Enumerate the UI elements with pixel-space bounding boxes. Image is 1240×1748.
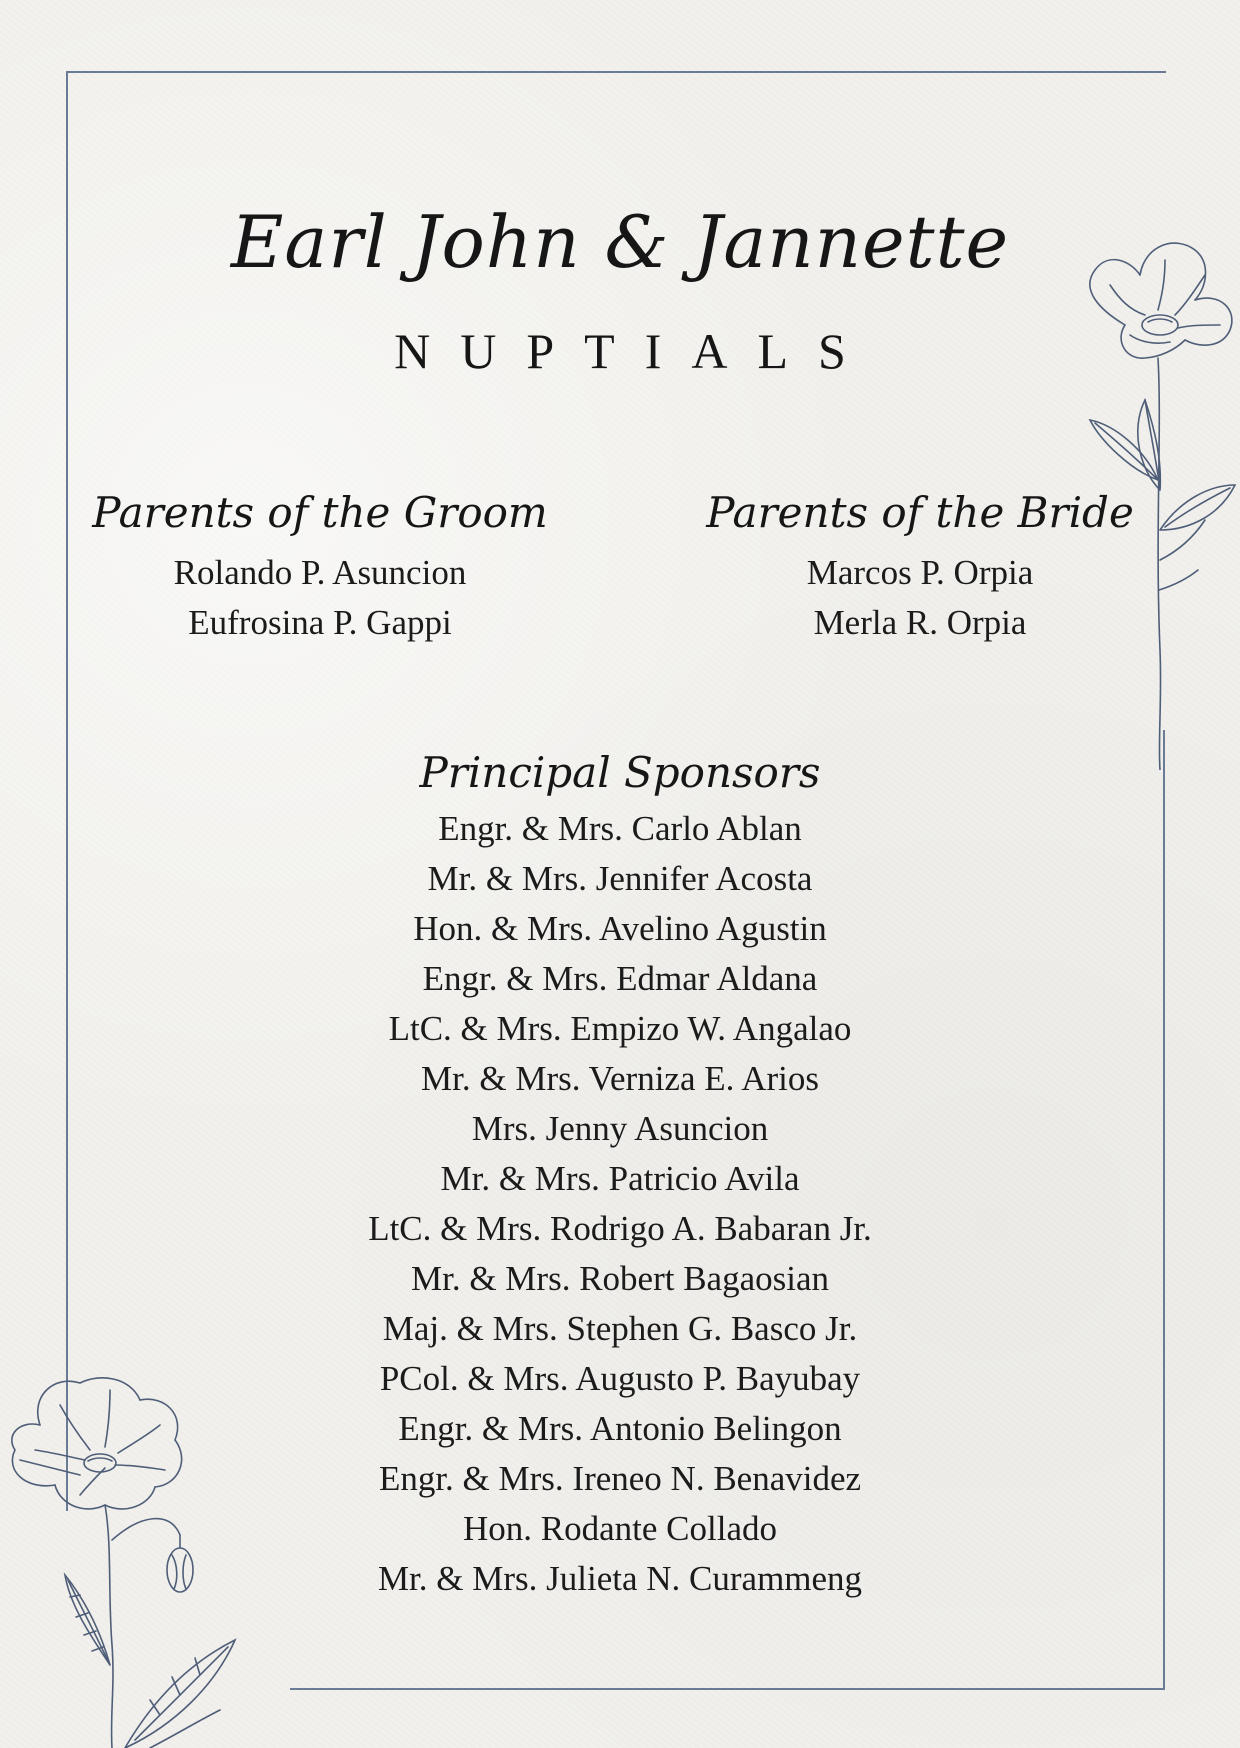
sponsor-name: Mr. & Mrs. Robert Bagaosian [410,1259,830,1298]
bride-parent-name: Merla R. Orpia [813,603,1027,642]
sponsor-name: Maj. & Mrs. Stephen G. Basco Jr. [382,1309,858,1348]
groom-parents-section [80,486,560,648]
groom-parent-name: Rolando P. Asuncion [173,553,467,592]
frame-top-line [66,71,1166,73]
sponsor-name: LtC. & Mrs. Empizo W. Angalao [388,1009,852,1048]
sponsor-name: PCol. & Mrs. Augusto P. Bayubay [379,1359,861,1398]
frame-bottom-line [290,1688,1165,1690]
groom-parents-heading: Parents of the Groom [92,488,548,537]
sponsor-name: Hon. Rodante Collado [463,1509,777,1548]
bride-parents-heading: Parents of the Bride [706,488,1134,537]
sponsor-name: Mrs. Jenny Asuncion [471,1109,769,1148]
sponsor-name: Mr. & Mrs. Verniza E. Arios [421,1059,819,1098]
sponsor-name: Mr. & Mrs. Julieta N. Curammeng [377,1559,863,1598]
sponsor-name: Mr. & Mrs. Jennifer Acosta [427,859,813,898]
sponsor-name: Hon. & Mrs. Avelino Agustin [413,909,827,948]
sponsor-name: Engr. & Mrs. Edmar Aldana [422,959,818,998]
sponsor-name: Engr. & Mrs. Ireneo N. Benavidez [378,1459,862,1498]
sponsor-name: Engr. & Mrs. Carlo Ablan [438,809,802,848]
couple-title: Earl John & Jannette [230,200,1010,284]
sponsor-name: Engr. & Mrs. Antonio Belingon [398,1409,842,1448]
sponsor-name: LtC. & Mrs. Rodrigo A. Babaran Jr. [368,1209,872,1248]
sponsor-list [0,804,1240,1604]
principal-sponsors-heading: Principal Sponsors [419,748,821,797]
bride-parent-name: Marcos P. Orpia [806,553,1034,592]
sponsor-name: Mr. & Mrs. Patricio Avila [440,1159,800,1198]
nuptials-subtitle: NUPTIALS [394,323,876,379]
bride-parents-section [680,486,1160,648]
principal-sponsors-section [0,746,1240,1604]
groom-parent-name: Eufrosina P. Gappi [188,603,452,642]
